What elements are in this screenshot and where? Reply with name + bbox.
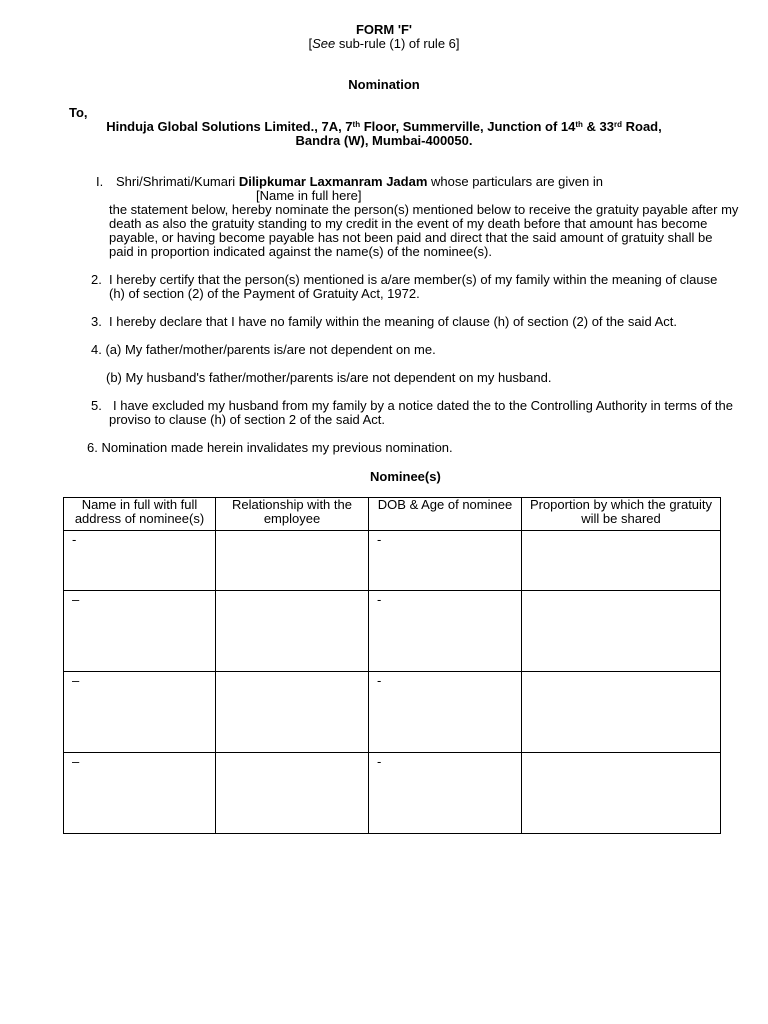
- name-hint: [Name in full here]: [256, 188, 362, 203]
- nominee-name-cell: –: [64, 753, 216, 834]
- table-row: [64, 531, 721, 591]
- clause-1-prefix: Shri/Shrimati/Kumari: [116, 174, 239, 189]
- column-header-name-address: Name in full with full address of nominee(s): [64, 498, 216, 531]
- clause-1-intro: [116, 175, 603, 189]
- table-row: [64, 591, 721, 672]
- nominee-dob-cell: -: [369, 672, 522, 753]
- nominees-heading: Nominee(s): [370, 469, 441, 484]
- column-header-relationship: Relationship with the employee: [216, 498, 369, 531]
- table-row: [64, 672, 721, 753]
- column-header-dob-age: DOB & Age of nominee: [369, 498, 522, 531]
- clause-4a: 4. (a) My father/mother/parents is/are not dependent on me.: [91, 342, 436, 357]
- nominee-proportion-cell: [522, 531, 721, 591]
- nominee-table: [63, 497, 721, 834]
- subrule-see: See: [312, 36, 336, 51]
- company-part: Hinduja Global Solutions Limited., 7A, 7: [106, 119, 353, 134]
- ordinal-sup: th: [575, 120, 583, 129]
- nominee-dob-cell: -: [369, 591, 522, 672]
- form-heading: Nomination: [348, 77, 420, 92]
- table-row: [64, 753, 721, 834]
- company-part: Floor, Summerville, Junction of 14: [360, 119, 576, 134]
- nominee-dob-cell: -: [369, 753, 522, 834]
- address-to: To,: [69, 105, 88, 120]
- clause-3-number: 3.: [91, 314, 102, 329]
- nominee-relationship-cell: [216, 531, 369, 591]
- clause-4b: (b) My husband's father/mother/parents is/are not dependent on my husband.: [106, 370, 552, 385]
- nominee-dob-cell: -: [369, 531, 522, 591]
- company-address-line2: Bandra (W), Mumbai-400050.: [295, 133, 473, 148]
- column-header-proportion: Proportion by which the gratuity will be shared: [522, 498, 721, 531]
- nominee-relationship-cell: [216, 753, 369, 834]
- clause-6: 6. Nomination made herein invalidates my previous nomination.: [87, 440, 453, 455]
- ordinal-sup: th: [352, 120, 361, 129]
- form-title: FORM 'F': [355, 22, 412, 37]
- clause-1-body: the statement below, hereby nominate the person(s) mentioned below to receive the gratuity payable after my death as also the gratuity standing to my credit in the event of my death before that amount has become payable, or having become payable has not been paid and direct that the said amount of gratuity shall be paid in proportion indicated against the name(s) of the nominee(s).: [109, 202, 739, 259]
- clause-1-suffix: whose particulars are given in: [427, 174, 603, 189]
- clause-2-number: 2.: [91, 272, 102, 287]
- company-address-line1: [0, 119, 768, 134]
- subrule-rest: sub-rule (1) of rule 6]: [335, 36, 460, 51]
- nominee-table-header: [64, 498, 721, 531]
- nominee-proportion-cell: [522, 591, 721, 672]
- nominee-name-cell: -: [64, 531, 216, 591]
- subrule-open: [: [308, 36, 313, 51]
- ordinal-sup: rd: [614, 120, 623, 129]
- nominee-relationship-cell: [216, 672, 369, 753]
- clause-3-text: I hereby declare that I have no family within the meaning of clause (h) of section (2) of the said Act.: [109, 314, 677, 329]
- clause-5-text: I have excluded my husband from my family by a notice dated the to the Controlling Authority in terms of the proviso to clause (h) of section 2 of the said Act.: [109, 398, 733, 427]
- company-part: & 33: [582, 119, 615, 134]
- clause-5-number: 5.: [91, 398, 102, 413]
- nominee-relationship-cell: [216, 591, 369, 672]
- nominee-proportion-cell: [522, 672, 721, 753]
- clause-1-number: I.: [96, 174, 104, 189]
- clause-2-text: I hereby certify that the person(s) mentioned is a/are member(s) of my family within the meaning of clause (h) of section (2) of the Payment of Gratuity Act, 1972.: [109, 272, 718, 301]
- form-subrule: [0, 36, 768, 51]
- nominee-name-cell: –: [64, 672, 216, 753]
- employee-name: Dilipkumar Laxmanram Jadam: [238, 174, 428, 189]
- nominee-proportion-cell: [522, 753, 721, 834]
- nominee-name-cell: –: [64, 591, 216, 672]
- company-part: Road,: [622, 119, 662, 134]
